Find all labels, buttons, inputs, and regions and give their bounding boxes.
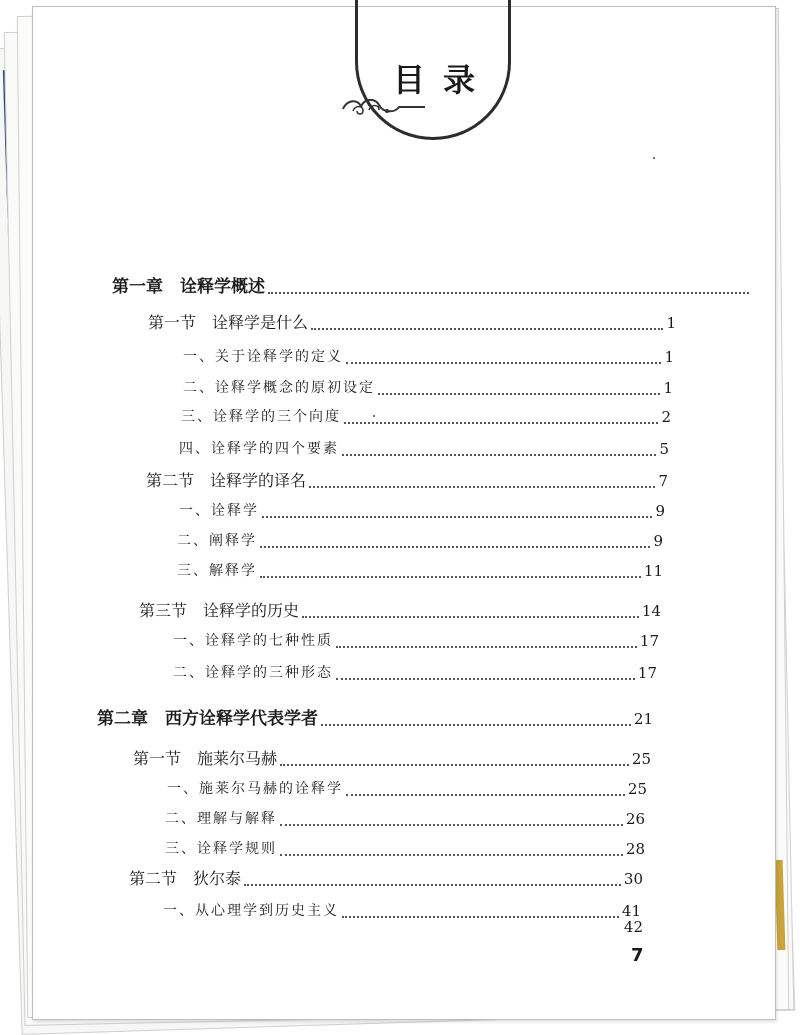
toc-entry-page: 42 — [623, 918, 643, 936]
toc-entry-label: 四、诠释学的四个要素 — [179, 441, 339, 457]
toc-entry-page: 14 — [641, 602, 661, 620]
auspicious-cloud-icon — [339, 93, 429, 119]
leader-dots — [260, 546, 650, 548]
toc-entry-label: 一、施莱尔马赫的诠释学 — [167, 781, 343, 797]
toc-entry[interactable] — [112, 275, 752, 299]
leader-dots — [262, 516, 652, 518]
toc-page — [32, 6, 776, 1020]
toc-entry-label: 三、诠释学的三个向度 — [181, 409, 341, 425]
toc-entry-page: 1 — [663, 379, 673, 397]
toc-entry[interactable] — [183, 376, 673, 400]
toc-entry[interactable] — [177, 529, 663, 553]
toc-entry-page: 9 — [655, 502, 665, 520]
paper-speck — [373, 415, 375, 417]
toc-entry-label: 一、诠释学 — [179, 503, 259, 519]
toc-entry-label: 第二节 诠释学的译名 — [146, 471, 307, 490]
toc-entry[interactable] — [97, 707, 653, 731]
toc-entry-label: 第一章 诠释学概述 — [112, 277, 265, 297]
toc-entry-page: 28 — [625, 840, 645, 858]
toc-entry[interactable] — [146, 469, 668, 493]
leader-dots — [344, 422, 658, 424]
page-title: 目录 — [393, 61, 494, 99]
toc-entry-label: 二、诠释学的三种形态 — [173, 665, 333, 681]
toc-entry-label: 第一节 诠释学是什么 — [148, 313, 309, 332]
leader-dots — [336, 678, 635, 680]
leader-dots — [336, 646, 637, 648]
toc-entry[interactable] — [167, 777, 647, 801]
leader-dots — [342, 916, 619, 918]
leader-dots — [378, 393, 660, 395]
toc-entry[interactable] — [165, 837, 645, 861]
trailing-page-number — [593, 903, 643, 936]
leader-dots — [280, 854, 623, 856]
toc-entry[interactable] — [133, 747, 651, 771]
toc-entry-label: 二、诠释学概念的原初设定 — [183, 380, 375, 396]
toc-entry-page: 9 — [653, 532, 663, 550]
toc-entry-label: 三、诠释学规则 — [165, 841, 277, 857]
toc-entry-page: 2 — [661, 408, 671, 426]
toc-entry[interactable] — [165, 807, 645, 831]
leader-dots — [244, 884, 621, 886]
toc-entry-label: 第三节 诠释学的历史 — [139, 601, 300, 620]
leader-dots — [302, 616, 639, 618]
toc-entry-page: 30 — [623, 870, 643, 888]
leader-dots — [280, 824, 623, 826]
toc-entry-page: 21 — [633, 710, 653, 728]
leader-dots — [311, 328, 663, 330]
paper-speck — [653, 157, 655, 159]
leader-dots — [342, 454, 656, 456]
toc-entry-page: 25 — [627, 780, 647, 798]
leader-dots — [280, 764, 629, 766]
toc-entry-page: 25 — [631, 750, 651, 768]
toc-entry-page: 1 — [664, 348, 674, 366]
leader-dots — [321, 724, 631, 726]
toc-entry[interactable] — [173, 629, 659, 653]
toc-entry-label: 二、理解与解释 — [165, 811, 277, 827]
page-number: 7 — [631, 945, 644, 966]
toc-entry-page: 7 — [658, 472, 668, 490]
toc-entry-page: 17 — [637, 664, 657, 682]
toc-entry-page: 41 — [621, 902, 641, 920]
toc-entry-label: 二、阐释学 — [177, 533, 257, 549]
toc-entry-page: 26 — [625, 810, 645, 828]
toc-entry[interactable] — [177, 559, 663, 583]
toc-entry-label: 第二章 西方诠释学代表学者 — [97, 709, 318, 729]
toc-entry[interactable] — [139, 599, 661, 623]
leader-dots — [346, 362, 661, 364]
leader-dots — [268, 292, 749, 294]
toc-entry-label: 一、从心理学到历史主义 — [163, 903, 339, 919]
toc-entry-label: 三、解释学 — [177, 563, 257, 579]
leader-dots — [260, 576, 641, 578]
toc-entry-label: 一、诠释学的七种性质 — [173, 633, 333, 649]
leader-dots — [346, 794, 625, 796]
toc-entry-page: 1 — [666, 314, 676, 332]
toc-entry-page: 5 — [659, 440, 669, 458]
leader-dots — [309, 486, 655, 488]
toc-entry[interactable] — [179, 499, 665, 523]
toc-entry[interactable] — [183, 345, 674, 369]
toc-entry[interactable] — [163, 899, 641, 923]
toc-entry-label: 第二节 狄尔泰 — [129, 869, 242, 888]
toc-entry[interactable] — [129, 867, 643, 891]
toc-entry[interactable] — [173, 661, 657, 685]
toc-entry[interactable] — [179, 437, 669, 461]
toc-entry-page: 17 — [639, 632, 659, 650]
toc-entry[interactable] — [181, 405, 671, 429]
toc-entry-page: 11 — [643, 562, 663, 580]
toc-entry-label: 第一节 施莱尔马赫 — [133, 749, 278, 768]
toc-entry[interactable] — [148, 311, 676, 335]
toc-entry-label: 一、关于诠释学的定义 — [183, 349, 343, 365]
